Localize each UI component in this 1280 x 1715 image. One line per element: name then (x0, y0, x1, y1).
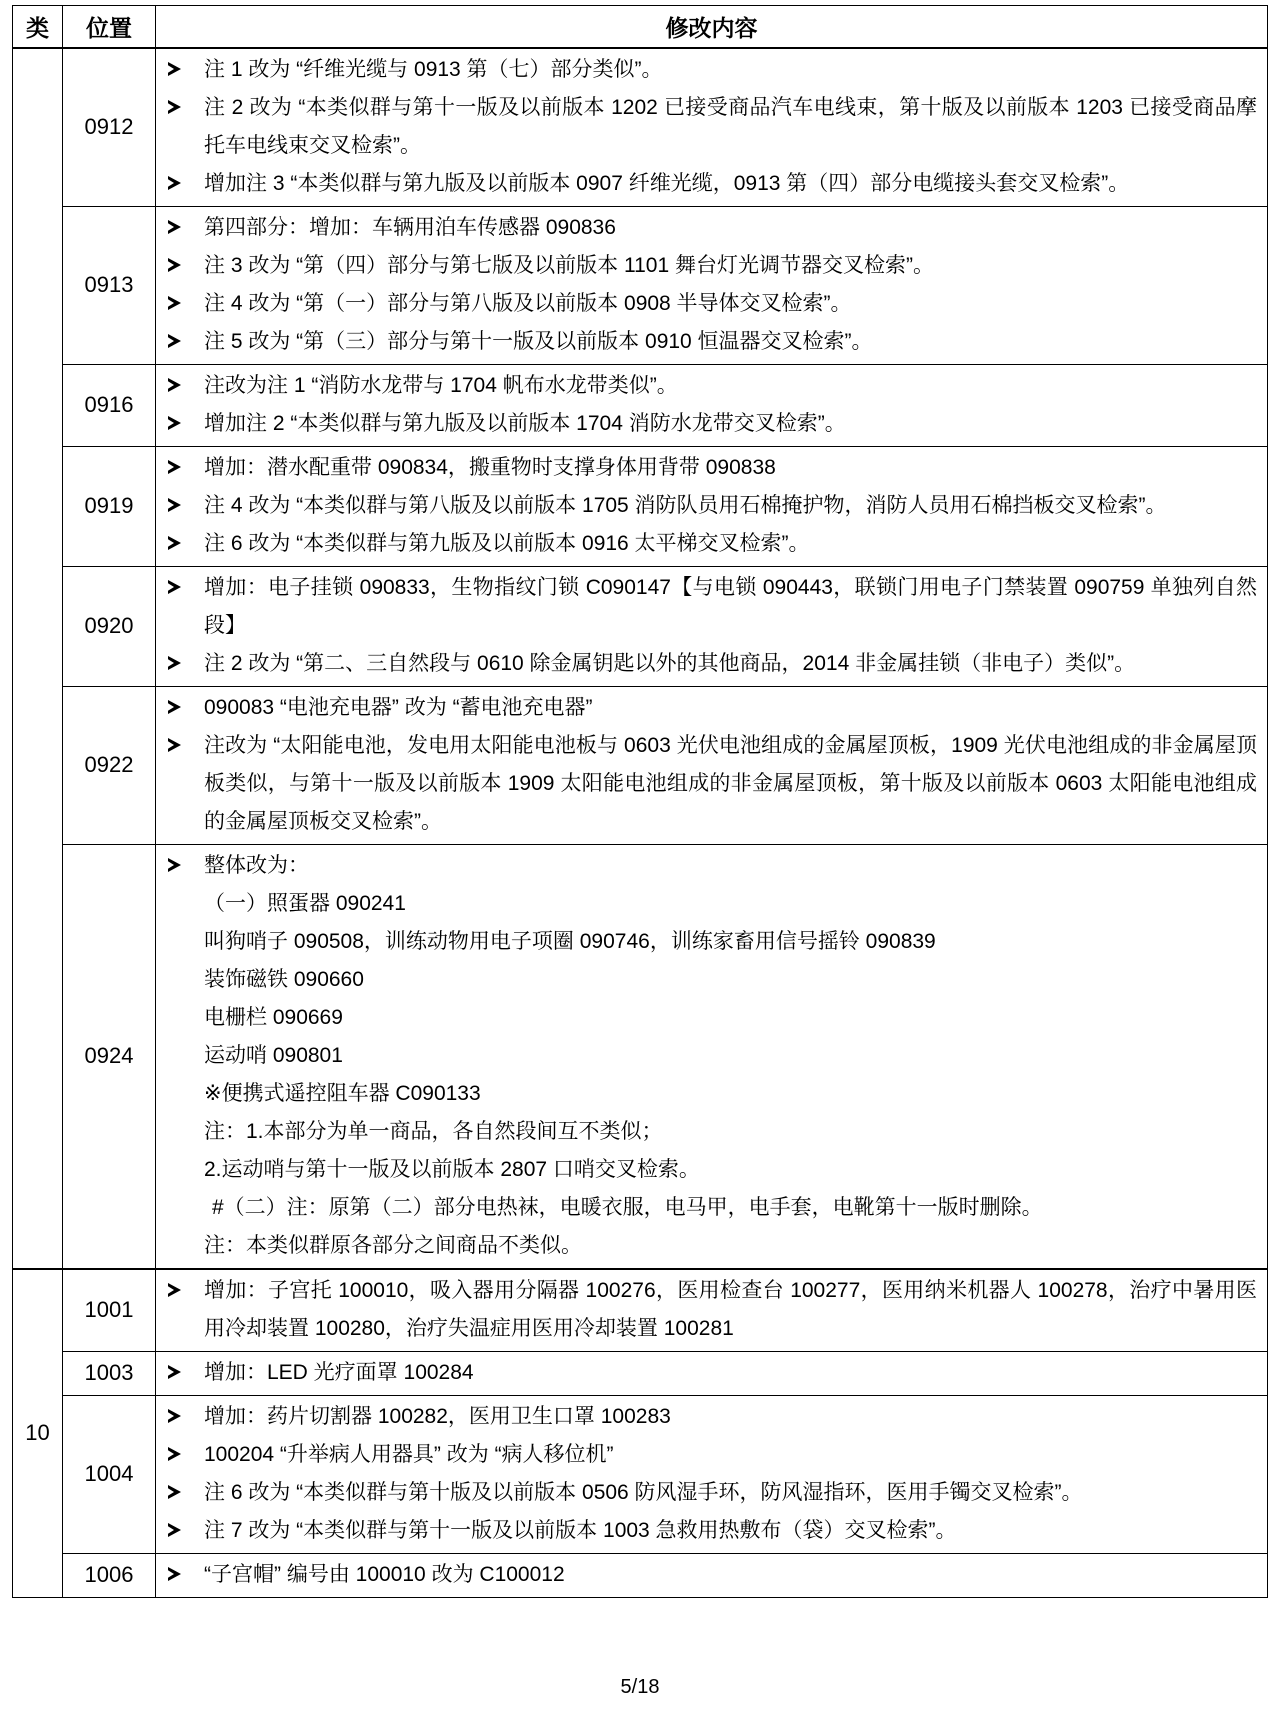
table-row (13, 686, 1268, 844)
content-item (156, 689, 1257, 727)
arrow-bullet-icon (168, 258, 181, 272)
position-cell: 0919 (63, 446, 156, 566)
content-text: 增加：LED 光疗面罩 100284 (204, 1360, 474, 1384)
position-cell: 0922 (63, 686, 156, 844)
content-item (156, 323, 1257, 361)
column-header-position: 位置 (63, 6, 156, 48)
content-text: 注 2 改为 “第二、三自然段与 0610 除金属钥匙以外的其他商品，2014 非金属挂锁（非电子）类似”。 (204, 651, 1136, 675)
content-item (156, 1227, 1257, 1265)
content-item (156, 727, 1257, 841)
content-text: 注 7 改为 “本类似群与第十一版及以前版本 1003 急救用热敷布（袋）交叉检索”。 (204, 1518, 957, 1542)
arrow-bullet-icon (168, 1447, 181, 1461)
content-item (156, 525, 1257, 563)
content-text: 增加：潜水配重带 090834，搬重物时支撑身体用背带 090838 (204, 455, 776, 479)
arrow-bullet-icon (168, 296, 181, 310)
table-row (13, 364, 1268, 446)
content-text: 注 5 改为 “第（三）部分与第十一版及以前版本 0910 恒温器交叉检索”。 (204, 329, 873, 353)
modification-table (12, 5, 1268, 1598)
position-cell: 1001 (63, 1269, 156, 1352)
arrow-bullet-icon (168, 176, 181, 190)
arrow-bullet-icon (168, 334, 181, 348)
table-row (13, 566, 1268, 686)
content-text: 2.运动哨与第十一版及以前版本 2807 口哨交叉检索。 (204, 1157, 700, 1181)
arrow-bullet-icon (168, 1485, 181, 1499)
content-text: 注 6 改为 “本类似群与第十版及以前版本 0506 防风湿手环，防风湿指环，医用手镯交叉检索”。 (204, 1480, 1083, 1504)
table-row (13, 1553, 1268, 1597)
content-item (156, 1189, 1257, 1227)
content-text: 增加：子宫托 100010，吸入器用分隔器 100276，医用检查台 100277，医用纳米机器人 100278，治疗中暑用医用冷却装置 100280，治疗失温症用医用冷却装置 100281 (204, 1278, 1257, 1340)
arrow-bullet-icon (168, 460, 181, 474)
arrow-bullet-icon (168, 536, 181, 550)
content-item (156, 961, 1257, 999)
content-text: 注 2 改为 “本类似群与第十一版及以前版本 1202 已接受商品汽车电线束，第十版及以前版本 1203 已接受商品摩托车电线束交叉检索”。 (204, 95, 1257, 157)
content-text: 增加注 2 “本类似群与第九版及以前版本 1704 消防水龙带交叉检索”。 (204, 411, 846, 435)
content-cell (156, 686, 1268, 844)
content-text: 注 4 改为 “本类似群与第八版及以前版本 1705 消防队员用石棉掩护物，消防人员用石棉挡板交叉检索”。 (204, 493, 1167, 517)
content-text: ※便携式遥控阻车器 C090133 (204, 1081, 481, 1105)
content-item (156, 1436, 1257, 1474)
arrow-bullet-icon (168, 656, 181, 670)
content-cell (156, 1553, 1268, 1597)
table-row (13, 206, 1268, 364)
content-text: 090083 “电池充电器” 改为 “蓄电池充电器” (204, 695, 593, 719)
content-item (156, 999, 1257, 1037)
arrow-bullet-icon (168, 858, 181, 872)
content-cell (156, 1351, 1268, 1395)
position-cell: 0916 (63, 364, 156, 446)
content-item (156, 89, 1257, 165)
content-text: （一）照蛋器 090241 (204, 891, 406, 915)
content-text: 注：本类似群原各部分之间商品不类似。 (204, 1233, 582, 1257)
table-row (13, 1269, 1268, 1352)
position-cell: 1004 (63, 1395, 156, 1553)
position-cell: 0920 (63, 566, 156, 686)
content-item (156, 449, 1257, 487)
content-item (156, 1398, 1257, 1436)
content-text: 电栅栏 090669 (204, 1005, 343, 1029)
content-item (156, 923, 1257, 961)
arrow-bullet-icon (168, 100, 181, 114)
content-text: 100204 “升举病人用器具” 改为 “病人移位机” (204, 1442, 614, 1466)
content-text: 增加：电子挂锁 090833，生物指纹门锁 C090147【与电锁 090443，联锁门用电子门禁装置 090759 单独列自然段】 (204, 575, 1257, 637)
content-text: 注 1 改为 “纤维光缆与 0913 第（七）部分类似”。 (204, 57, 663, 81)
arrow-bullet-icon (168, 378, 181, 392)
content-item (156, 1151, 1257, 1189)
position-cell: 0913 (63, 206, 156, 364)
position-cell: 0912 (63, 48, 156, 207)
content-text: 注 6 改为 “本类似群与第九版及以前版本 0916 太平梯交叉检索”。 (204, 531, 810, 555)
content-item (156, 885, 1257, 923)
content-item (156, 1354, 1257, 1392)
header-row (13, 6, 1268, 48)
content-text: 增加注 3 “本类似群与第九版及以前版本 0907 纤维光缆，0913 第（四）部分电缆接头套交叉检索”。 (204, 171, 1130, 195)
table-row (13, 844, 1268, 1269)
content-item (156, 405, 1257, 443)
content-item (156, 645, 1257, 683)
content-text: 注 4 改为 “第（一）部分与第八版及以前版本 0908 半导体交叉检索”。 (204, 291, 852, 315)
content-item (156, 51, 1257, 89)
content-item (156, 367, 1257, 405)
arrow-bullet-icon (168, 1523, 181, 1537)
content-cell (156, 1395, 1268, 1553)
position-cell: 1006 (63, 1553, 156, 1597)
arrow-bullet-icon (168, 416, 181, 430)
class-cell: 10 (13, 1269, 63, 1598)
arrow-bullet-icon (168, 1409, 181, 1423)
content-text: 增加：药片切割器 100282，医用卫生口罩 100283 (204, 1404, 671, 1428)
table-row (13, 1351, 1268, 1395)
content-text: 注：1.本部分为单一商品，各自然段间互不类似； (204, 1119, 663, 1143)
content-cell (156, 48, 1268, 207)
column-header-class: 类 (13, 6, 63, 48)
content-item (156, 1075, 1257, 1113)
class-cell (13, 48, 63, 1269)
content-item (156, 487, 1257, 525)
page-number: 5/18 (620, 1676, 660, 1698)
content-text: 运动哨 090801 (204, 1043, 343, 1067)
table-row (13, 48, 1268, 207)
table-row (13, 1395, 1268, 1553)
content-text: 装饰磁铁 090660 (204, 967, 364, 991)
arrow-bullet-icon (168, 1365, 181, 1379)
content-text: 注改为注 1 “消防水龙带与 1704 帆布水龙带类似”。 (204, 373, 678, 397)
content-cell (156, 446, 1268, 566)
table-row (13, 446, 1268, 566)
content-cell (156, 844, 1268, 1269)
arrow-bullet-icon (168, 498, 181, 512)
content-text: #（二）注：原第（二）部分电热袜，电暖衣服，电马甲，电手套，电靴第十一版时删除。 (212, 1195, 1043, 1219)
content-item (156, 209, 1257, 247)
arrow-bullet-icon (168, 580, 181, 594)
content-item (156, 1272, 1257, 1348)
arrow-bullet-icon (168, 220, 181, 234)
content-text: 叫狗哨子 090508，训练动物用电子项圈 090746，训练家畜用信号摇铃 090839 (204, 929, 936, 953)
content-item (156, 1556, 1257, 1594)
content-item (156, 165, 1257, 203)
content-cell (156, 206, 1268, 364)
content-item (156, 1474, 1257, 1512)
column-header-content: 修改内容 (156, 6, 1268, 48)
position-cell: 0924 (63, 844, 156, 1269)
position-cell: 1003 (63, 1351, 156, 1395)
content-text: 整体改为： (204, 853, 309, 877)
content-item (156, 1037, 1257, 1075)
content-cell (156, 566, 1268, 686)
content-cell (156, 364, 1268, 446)
content-cell (156, 1269, 1268, 1352)
content-text: “子宫帽” 编号由 100010 改为 C100012 (204, 1562, 565, 1586)
arrow-bullet-icon (168, 738, 181, 752)
content-item (156, 847, 1257, 885)
arrow-bullet-icon (168, 1567, 181, 1581)
content-text: 注 3 改为 “第（四）部分与第七版及以前版本 1101 舞台灯光调节器交叉检索”。 (204, 253, 934, 277)
content-item (156, 247, 1257, 285)
arrow-bullet-icon (168, 62, 181, 76)
content-item (156, 1113, 1257, 1151)
content-item (156, 1512, 1257, 1550)
content-text: 注改为 “太阳能电池，发电用太阳能电池板与 0603 光伏电池组成的金属屋顶板，1909 光伏电池组成的非金属屋顶板类似，与第十一版及以前版本 1909 太阳能电池组成的非金属屋顶板，第十版及以前版本 0603 太阳能电池组成的金属屋顶板交叉检索”。 (204, 733, 1257, 833)
arrow-bullet-icon (168, 700, 181, 714)
content-item (156, 285, 1257, 323)
content-text: 第四部分：增加：车辆用泊车传感器 090836 (204, 215, 616, 239)
arrow-bullet-icon (168, 1283, 181, 1297)
content-item (156, 569, 1257, 645)
